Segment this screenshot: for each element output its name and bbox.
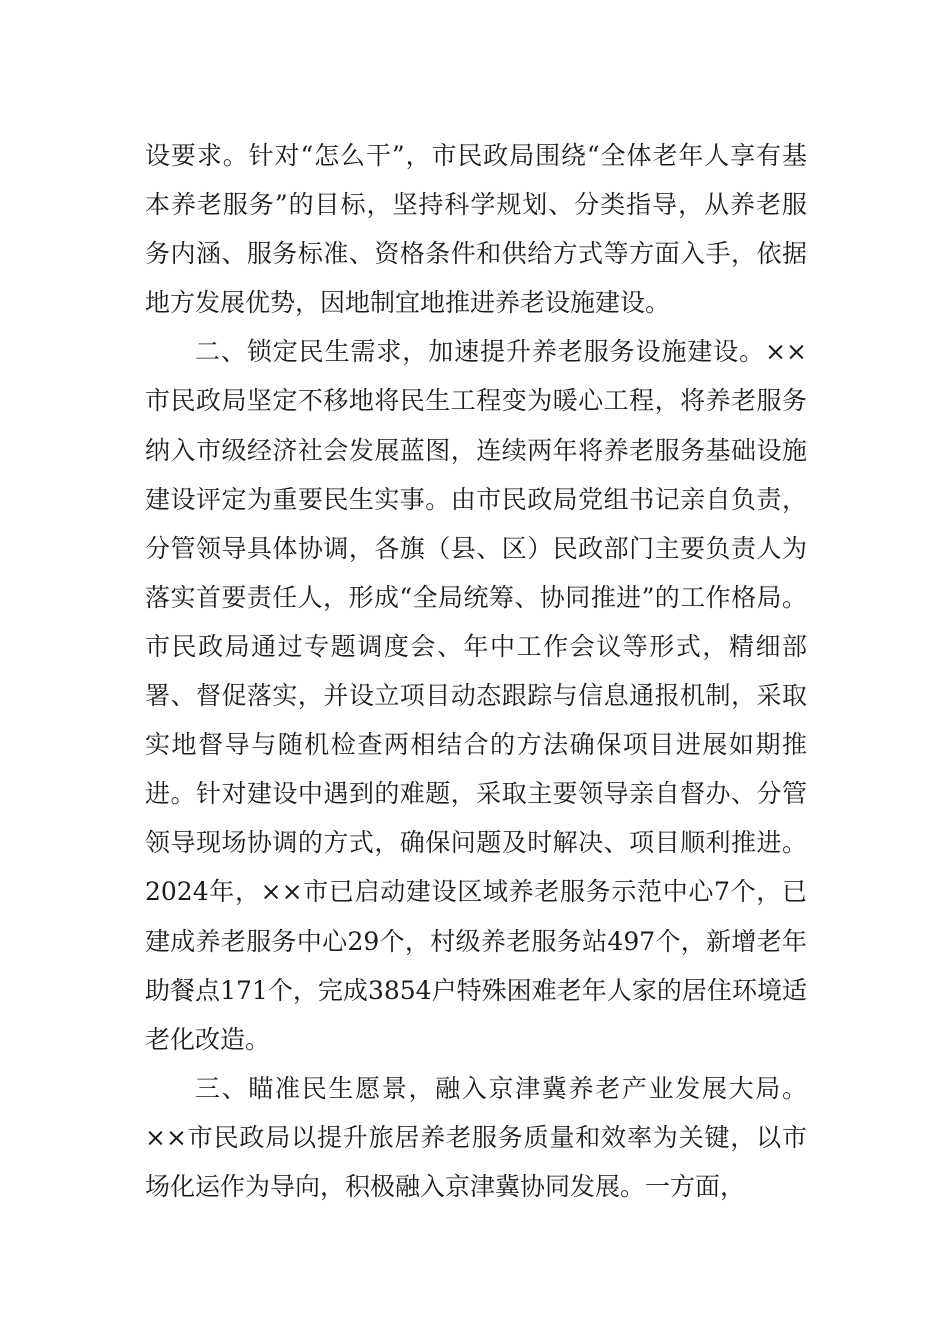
document-body xyxy=(145,131,807,1211)
paragraph-1: 设要求。针对“怎么干”，市民政局围绕“全体老年人享有基本养老服务”的目标，坚持科学规划、分类指导，从养老服务内涵、服务标准、资格条件和供给方式等方面入手，依据地方发展优势，因地制宜地推进养老设施建设。 xyxy=(145,141,807,318)
paragraph-3: 三、瞄准民生愿景，融入京津冀养老产业发展大局。××市民政局以提升旅居养老服务质量和效率为关键，以市场化运作为导向，积极融入京津冀协同发展。一方面， xyxy=(145,1073,807,1201)
paragraph-2: 二、锁定民生需求，加速提升养老服务设施建设。××市民政局坚定不移地将民生工程变为暖心工程，将养老服务纳入市级经济社会发展蓝图，连续两年将养老服务基础设施建设评定为重要民生实事。由市民政局党组书记亲自负责，分管领导具体协调，各旗（县、区）民政部门主要负责人为落实首要责任人，形成“全局统筹、协同推进”的工作格局。市民政局通过专题调度会、年中工作会议等形式，精细部署、督促落实，并设立项目动态跟踪与信息通报机制，采取实地督导与随机检查两相结合的方法确保项目进展如期推进。针对建设中遇到的难题，采取主要领导亲自督办、分管领导现场协调的方式，确保问题及时解决、项目顺利推进。2024年，××市已启动建设区域养老服务示范中心7个，已建成养老服务中心29个，村级养老服务站497个，新增老年助餐点171个，完成3854户特殊困难老年人家的居住环境适老化改造。 xyxy=(145,337,807,1054)
